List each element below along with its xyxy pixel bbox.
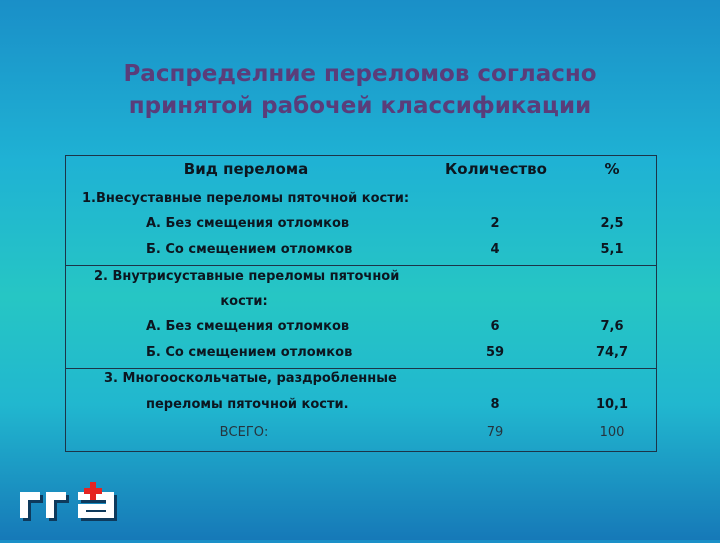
slide-title-line-2: принятой рабочей классификации (128, 93, 592, 119)
table-row-percent: 5,1 (600, 242, 624, 257)
classification-table (65, 155, 657, 452)
table-row-count: 6 (490, 319, 500, 334)
rma-logo (18, 482, 128, 524)
table-row-count: 59 (485, 345, 505, 360)
header-fracture-type: Вид перелома (183, 160, 309, 178)
table-row-count: 4 (490, 242, 500, 257)
table-row-label: А. Без смещения отломков (146, 319, 350, 334)
group-2-title-line-1: 2. Внутрисуставные переломы пяточной (94, 269, 400, 284)
header-percent: % (604, 160, 620, 178)
row-divider (66, 265, 656, 266)
slide-title-line-1: Распределние переломов согласно (123, 61, 597, 87)
table-row-percent: 2,5 (600, 216, 624, 231)
group-3-title-line-1: 3. Многооскольчатые, раздробленные (104, 371, 397, 386)
group-3-title-line-2: переломы пяточной кости. (146, 397, 349, 412)
table-row-percent: 74,7 (595, 345, 629, 360)
table-row-label: Б. Со смещением отломков (146, 242, 353, 257)
total-count: 79 (486, 425, 504, 440)
table-row-label: Б. Со смещением отломков (146, 345, 353, 360)
header-count: Количество (445, 160, 547, 178)
group-2-title-line-2: кости: (220, 294, 268, 309)
row-divider (66, 368, 656, 369)
group-1-title: 1.Внесуставные переломы пяточной кости: (82, 191, 410, 206)
group-3-count: 8 (490, 397, 500, 412)
total-percent: 100 (599, 425, 625, 440)
total-label: ВСЕГО: (219, 425, 269, 440)
slide-title (0, 58, 720, 122)
table-row-percent: 7,6 (600, 319, 624, 334)
group-3-percent: 10,1 (595, 397, 629, 412)
table-row-count: 2 (490, 216, 500, 231)
table-row-label: А. Без смещения отломков (146, 216, 350, 231)
